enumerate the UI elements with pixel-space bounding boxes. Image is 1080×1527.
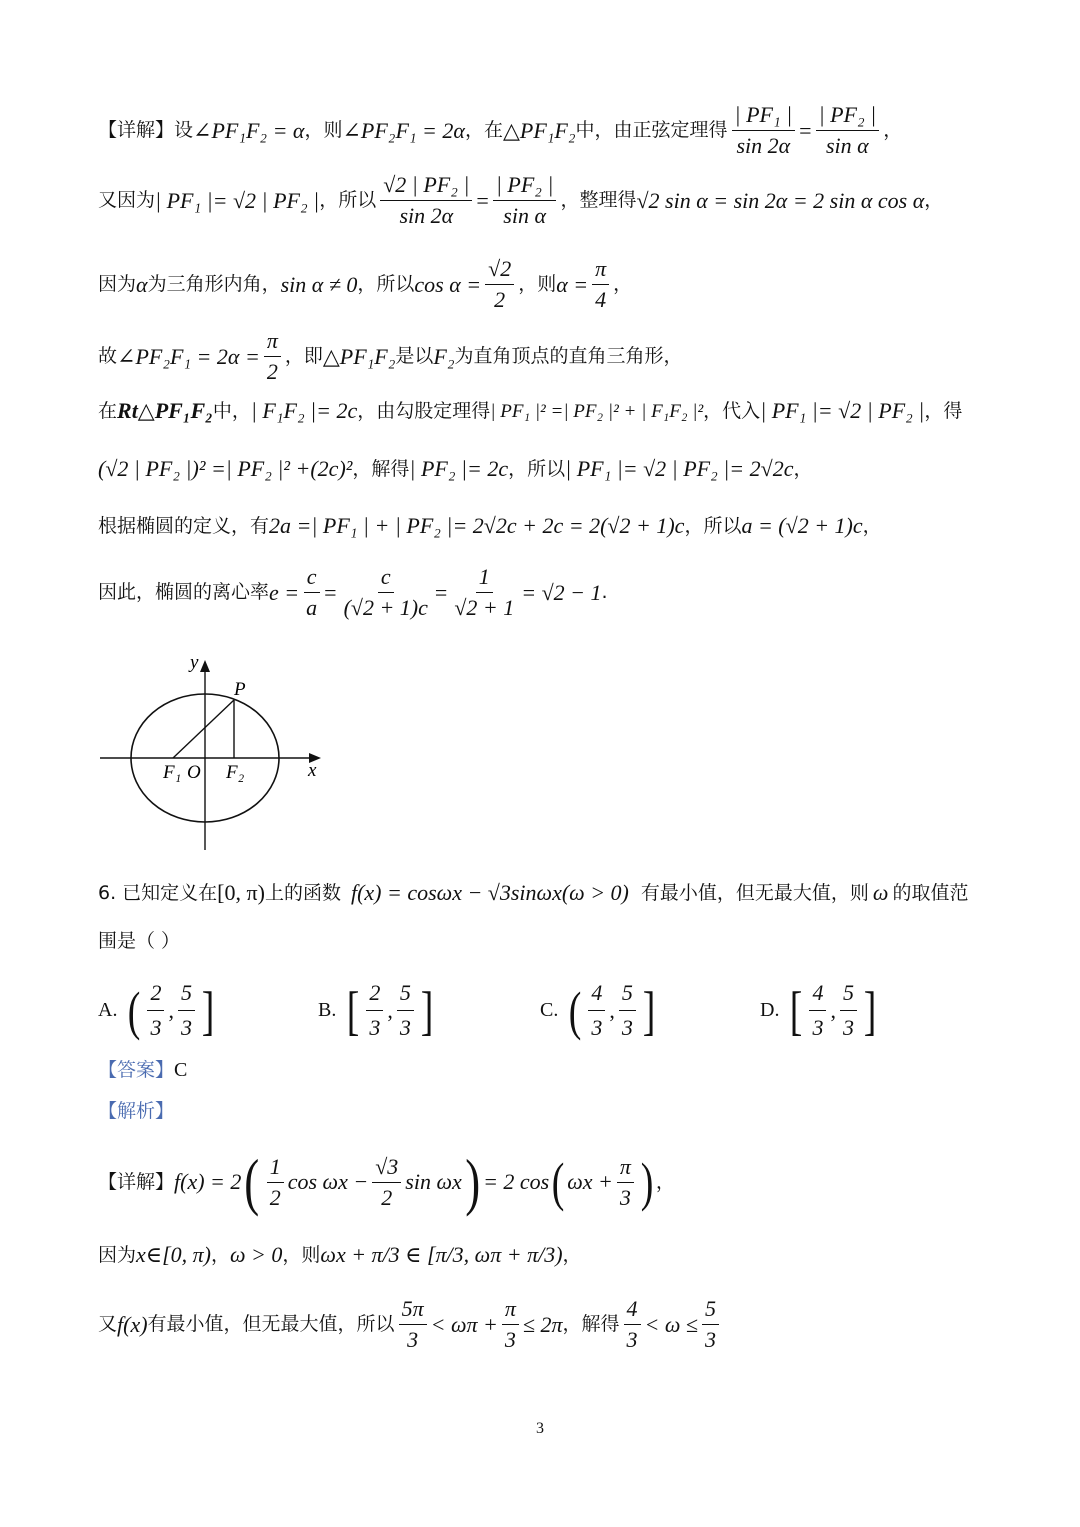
question-6-line-1: 6. 已知定义在 [0, π) 上的函数 f(x) = cosωx − √3sinωx(ω > 0) 有最小值，但无最大值，则 ω 的取值范 [98, 880, 969, 905]
fraction: $\frac{5\pi}{3}$ [399, 1298, 427, 1351]
detail-line-1: 【详解】 设 ∠PF₁F₂ = α ，则 ∠PF₂F₁ = 2α ，在 △PF₁F₂ 中，由正弦定理得 $\frac{\text{| PF₁ |}}{\sin 2\alpha}$ = $\frac{\text{| PF₂ |}}{\text{sin α}}$ ， [98, 102, 903, 158]
fraction: $\frac{\pi}{3}$ [502, 1298, 519, 1351]
detail-tag-2: 【详解】 [98, 1170, 175, 1193]
fraction: $\frac{\pi}{2}$ [264, 330, 281, 383]
detail-line-2: 又因为 | PF₁ |= √2 | PF₂ | ，所以 $\frac{\text{√2 | PF₂ |}}{\sin 2\alpha}$ = $\frac{\text{| PF₂ |}}{\text{sin α}}$ ，整理得 √2 sin α = sin 2α = 2 sin α cos α ， [98, 172, 944, 228]
option-c[interactable]: C. ( $\frac{4}{3}$ , $\frac{5}{3}$ ] [540, 980, 656, 1041]
detail-line-final: 又 f(x) 有最小值，但无最大值，所以 $\frac{5\pi}{3}$ < ωπ + $\frac{\pi}{3}$ ≤ 2π ，解得 $\frac{4}{3}$ < ω ≤ $\frac{5}{3}$ [98, 1298, 723, 1351]
segment-pf1 [173, 700, 234, 758]
detail-line-5: 在 Rt△PF₁F₂ 中， | F₁F₂ |= 2c ，由勾股定理得 | PF₁ |² =| PF₂ |² + | F₁F₂ |² ，代入 | PF₁ |= √2 | PF₂ | ，得 [98, 398, 963, 423]
detail-line-8: 因此，椭圆的离心率 e = $\frac{c}{a}$ = $\frac{c}{(√2 + 1)c}$ = $\frac{1}{√2 + 1}$ = √2 − 1 . [98, 564, 608, 620]
analysis-line [98, 1102, 174, 1121]
analysis-tag: 【解析】 [98, 1100, 175, 1122]
option-b[interactable]: B. [ $\frac{2}{3}$ , $\frac{5}{3}$ ] [318, 980, 434, 1041]
label-f1: F₁ [163, 762, 182, 783]
fraction: $\frac{c}{a}$ [303, 566, 320, 619]
fraction: $\frac{4}{3}$ [624, 1298, 641, 1351]
fraction: $\frac{1}{2}$ [267, 1156, 284, 1209]
fraction: $\frac{\text{√2 | PF₂ |}}{\sin 2\alpha}$ [380, 174, 472, 227]
question-6-line-2: 围是（ ） [98, 930, 181, 952]
option-a[interactable]: A. ( $\frac{2}{3}$ , $\frac{5}{3}$ ] [98, 980, 215, 1041]
answer-line [98, 1060, 187, 1080]
ellipse-figure [95, 650, 335, 855]
detail-line-7: 根据椭圆的定义，有 2a =| PF₁ | + | PF₂ |= 2√2c + 2c = 2(√2 + 1)c ，所以 a = (√2 + 1)c ， [98, 513, 882, 538]
fraction: $\frac{\pi}{4}$ [592, 258, 609, 311]
fraction: $\frac{c}{(√2 + 1)c}$ [343, 564, 428, 620]
fraction: $\frac{√3}{2}$ [372, 1156, 401, 1209]
fraction: $\frac{√2}{2}$ [485, 258, 514, 311]
fraction: $\frac{\pi}{3}$ [617, 1156, 634, 1209]
fraction: $\frac{2}{3}$ [147, 980, 164, 1041]
detail-line-6: (√2 | PF₂ |)² =| PF₂ |² +(2c)² ，解得 | PF₂ |= 2c ，所以 | PF₁ |= √2 | PF₂ |= 2√2c ， [98, 456, 813, 481]
fraction: $\frac{5}{3}$ [619, 980, 636, 1041]
answer-value: C [174, 1059, 188, 1081]
fraction: $\frac{5}{3}$ [178, 980, 195, 1041]
label-y: y [190, 652, 199, 673]
detail-line-3: 因为 α 为三角形内角， sin α ≠ 0 ，所以 cos α = $\frac{√2}{2}$ ，则 α = $\frac{\pi}{4}$ ， [98, 256, 633, 312]
detail-formula-line: 【详解】 f(x) = 2 ( $\frac{1}{2}$ cos ωx − $\frac{√3}{2}$ sin ωx ) = 2 cos ( ωx + $\frac{\pi}{3}$ ) ， [98, 1146, 675, 1217]
fraction: $\frac{\text{| PF₂ |}}{\text{sin α}}$ [816, 104, 880, 157]
fraction: $\frac{5}{3}$ [702, 1298, 719, 1351]
label-f2: F₂ [226, 762, 245, 783]
fraction: $\frac{2}{3}$ [366, 980, 383, 1041]
label-o: O [187, 762, 201, 783]
fraction: $\frac{\text{| PF₁ |}}{\sin 2\alpha}$ [732, 104, 796, 157]
y-axis-arrow [200, 660, 210, 672]
option-d[interactable]: D. [ $\frac{4}{3}$ , $\frac{5}{3}$ ] [760, 980, 877, 1041]
fraction: $\frac{4}{3}$ [809, 980, 826, 1041]
page-number: 3 [536, 1420, 544, 1437]
label-x: x [308, 760, 317, 781]
fraction: $\frac{\text{| PF₂ |}}{\text{sin α}}$ [493, 174, 557, 227]
answer-tag: 【答案】 [98, 1058, 175, 1081]
detail-line-4: 故 ∠PF₂F₁ = 2α = $\frac{\pi}{2}$ ，即 △PF₁F₂ 是以 F₂ 为直角顶点的直角三角形， [98, 328, 683, 384]
label-p: P [234, 679, 246, 700]
fraction: $\frac{5}{3}$ [397, 980, 414, 1041]
fraction: $\frac{5}{3}$ [840, 980, 857, 1041]
detail-line-because: 因为 x∈[0, π) ， ω > 0 ，则 ωx + π/3 ∈ [π/3, ωπ + π/3) ， [98, 1242, 582, 1267]
fraction: $\frac{4}{3}$ [588, 980, 605, 1041]
fraction: $\frac{1}{√2 + 1}$ [454, 564, 515, 620]
detail-tag: 【详解】 [98, 119, 175, 141]
